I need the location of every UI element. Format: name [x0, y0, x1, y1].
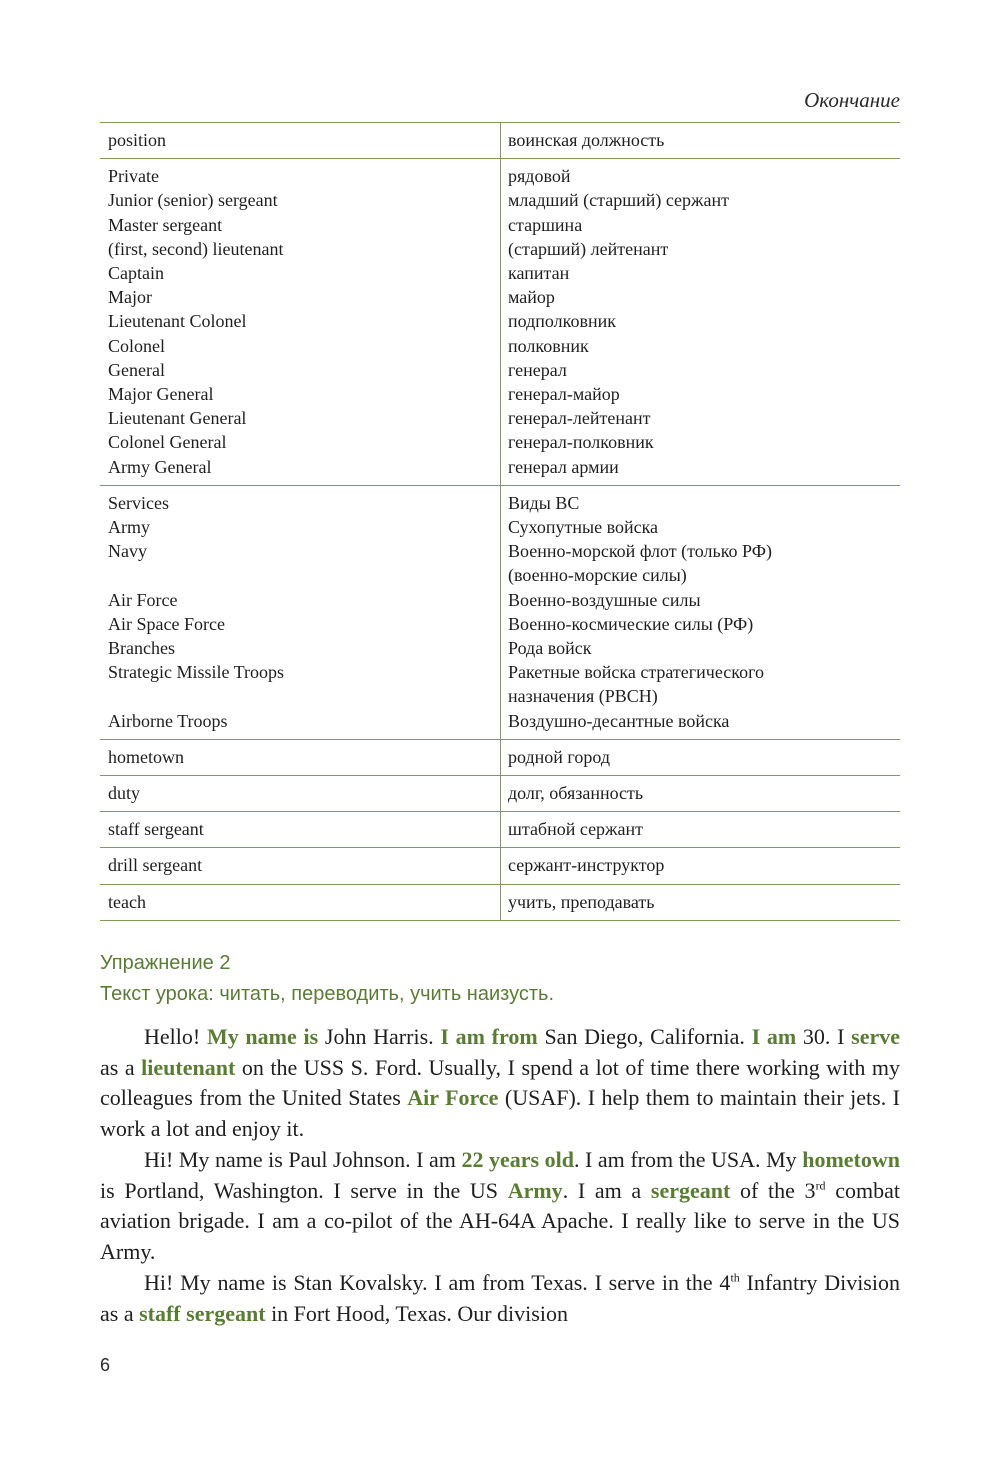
text-segment: on the USS S. Ford. Usually, I spend a lot of time there working with my colleagues from the United States	[100, 1054, 900, 1110]
exercise-task: Текст урока: читать, переводить, учить наизусть.	[100, 983, 555, 1005]
vocab-term-english	[100, 884, 501, 920]
vocab-line: Colonel General	[108, 432, 227, 453]
vocab-line: полковник	[508, 335, 589, 356]
vocab-row	[100, 739, 900, 775]
vocab-line: Рода войск	[508, 638, 592, 659]
vocab-line: генерал-майор	[508, 384, 620, 405]
continued-label: Окончание	[804, 88, 900, 112]
highlighted-term: I am from	[440, 1024, 538, 1049]
vocab-line: Private	[108, 166, 159, 187]
vocab-row	[100, 776, 900, 812]
vocab-line: Major General	[108, 384, 214, 405]
vocab-term-english	[100, 812, 501, 848]
text-segment: (USAF). I help them to maintain their jets. I work a lot and enjoy it.	[100, 1085, 900, 1141]
vocab-term-english	[100, 739, 501, 775]
vocab-term-english	[100, 848, 501, 884]
vocab-line: (военно-морские силы)	[508, 565, 687, 586]
vocab-line: Colonel	[108, 335, 165, 356]
lesson-paragraph	[100, 1268, 900, 1329]
vocab-line: Services	[108, 492, 169, 513]
vocab-line: Navy	[108, 541, 147, 562]
vocab-row	[100, 884, 900, 920]
vocab-line: младший (старший) сержант	[508, 190, 729, 211]
text-segment: . I am from the USA. My	[574, 1147, 803, 1172]
highlighted-term: sergeant	[650, 1177, 731, 1203]
vocab-line: position	[108, 130, 167, 150]
vocab-line: майор	[508, 287, 555, 308]
vocab-term-english	[100, 123, 501, 159]
vocab-term-russian	[501, 485, 901, 739]
vocab-line: долг, обязанность	[508, 783, 644, 804]
vocab-term-english	[100, 776, 501, 812]
vocab-line: воинская должность	[508, 130, 665, 150]
text-segment: Infantry Division as a	[100, 1270, 900, 1326]
vocab-line: hometown	[108, 746, 184, 767]
vocab-row	[100, 848, 900, 884]
text-segment: Hi! My name is Paul Johnson. I am	[144, 1147, 462, 1172]
vocab-term-russian	[501, 776, 901, 812]
vocab-term-english	[100, 485, 501, 739]
vocab-line: Военно-воздушные силы	[508, 589, 701, 610]
highlighted-term: serve	[851, 1024, 901, 1049]
vocab-line: подполковник	[508, 311, 616, 332]
exercise-number: Упражнение 2	[100, 952, 231, 974]
text-segment: in Fort Hood, Texas. Our division	[265, 1300, 568, 1326]
highlighted-term: Air Force	[407, 1085, 499, 1110]
vocab-line: Junior (senior) sergeant	[108, 190, 278, 211]
vocab-line: Сухопутные войска	[508, 517, 659, 538]
highlighted-term: staff sergeant	[139, 1300, 266, 1326]
vocab-line: генерал-лейтенант	[508, 408, 651, 429]
ordinal-suffix: rd	[815, 1178, 826, 1193]
vocab-line: Strategic Missile Troops	[108, 662, 285, 683]
vocab-line: старшина	[508, 214, 583, 235]
vocab-line: Air Force	[108, 589, 178, 610]
vocab-term-english	[100, 159, 501, 486]
vocab-line: drill sergeant	[108, 855, 203, 876]
ordinal-suffix: th	[730, 1270, 740, 1285]
highlighted-term: My name is	[206, 1024, 319, 1049]
vocab-line: Airborne Troops	[108, 710, 228, 731]
highlighted-term: I am	[751, 1024, 797, 1049]
vocab-line: Lieutenant General	[108, 408, 247, 429]
vocab-line: Army General	[108, 456, 212, 477]
highlighted-term: hometown	[802, 1147, 900, 1172]
text-segment: as a	[100, 1054, 142, 1080]
highlighted-term: lieutenant	[141, 1054, 236, 1080]
vocab-line: капитан	[508, 263, 570, 284]
lesson-paragraph	[100, 1022, 900, 1144]
vocab-term-russian	[501, 812, 901, 848]
vocab-line: Army	[108, 517, 150, 538]
vocab-line: сержант-инструктор	[508, 855, 665, 876]
lesson-paragraph	[100, 1145, 900, 1267]
vocab-line: duty	[108, 783, 141, 804]
vocab-row	[100, 485, 900, 739]
vocab-line: Военно-морской флот (только РФ)	[508, 541, 772, 562]
highlighted-term: Army	[507, 1177, 563, 1203]
vocab-line: (старший) лейтенант	[508, 238, 669, 259]
vocab-line: родной город	[508, 746, 610, 767]
vocab-line: Major	[108, 287, 152, 308]
vocab-line: teach	[108, 891, 146, 912]
text-segment: 30. I	[796, 1024, 852, 1049]
vocab-line: Branches	[108, 638, 175, 659]
vocab-term-russian	[501, 884, 901, 920]
vocab-line: Master sergeant	[108, 214, 223, 235]
vocab-line: Captain	[108, 263, 164, 284]
vocab-line: General	[108, 359, 165, 380]
text-segment: is Portland, Washington. I serve in the US	[100, 1177, 508, 1203]
vocab-line: Виды ВС	[508, 492, 580, 513]
vocab-term-russian	[501, 123, 901, 159]
vocab-line	[108, 563, 492, 587]
vocab-line: рядовой	[508, 166, 571, 187]
vocab-term-russian	[501, 159, 901, 486]
vocab-line: Air Space Force	[108, 613, 225, 634]
vocab-line: учить, преподавать	[508, 891, 655, 912]
lesson-text	[100, 1022, 900, 1330]
vocab-row	[100, 812, 900, 848]
vocab-line: staff sergeant	[108, 819, 204, 840]
vocab-line: штабной сержант	[508, 819, 643, 840]
vocab-line: Lieutenant Colonel	[108, 311, 247, 332]
highlighted-term: 22 years old	[461, 1147, 574, 1172]
vocab-line: генерал армии	[508, 456, 619, 477]
vocab-row	[100, 159, 900, 486]
text-segment: . I am a	[562, 1177, 651, 1203]
vocab-line: генерал-полковник	[508, 432, 654, 453]
vocab-term-russian	[501, 739, 901, 775]
vocab-line: Воздушно-десантные войска	[508, 710, 730, 731]
vocab-line: генерал	[508, 359, 567, 380]
text-segment: combat aviation brigade. I am a co-pilot of the AH-64A Apache. I really like to serve in the US Army.	[100, 1177, 900, 1264]
vocab-line: (first, second) lieutenant	[108, 238, 284, 259]
text-segment: Hello!	[144, 1024, 207, 1049]
vocab-line: назначения (РВСН)	[508, 686, 658, 707]
text-segment: San Diego, California.	[537, 1024, 752, 1049]
vocab-term-russian	[501, 848, 901, 884]
vocabulary-table	[100, 122, 900, 921]
vocab-line: Ракетные войска стратегического	[508, 662, 765, 683]
vocab-row	[100, 123, 900, 159]
page-number: 6	[100, 1355, 111, 1375]
text-segment: Hi! My name is Stan Kovalsky. I am from Texas. I serve in the 4	[144, 1270, 731, 1295]
vocab-line: Военно-космические силы (РФ)	[508, 613, 754, 634]
text-segment: of the 3	[730, 1177, 816, 1203]
text-segment: John Harris.	[318, 1024, 441, 1049]
vocab-line	[108, 684, 492, 708]
